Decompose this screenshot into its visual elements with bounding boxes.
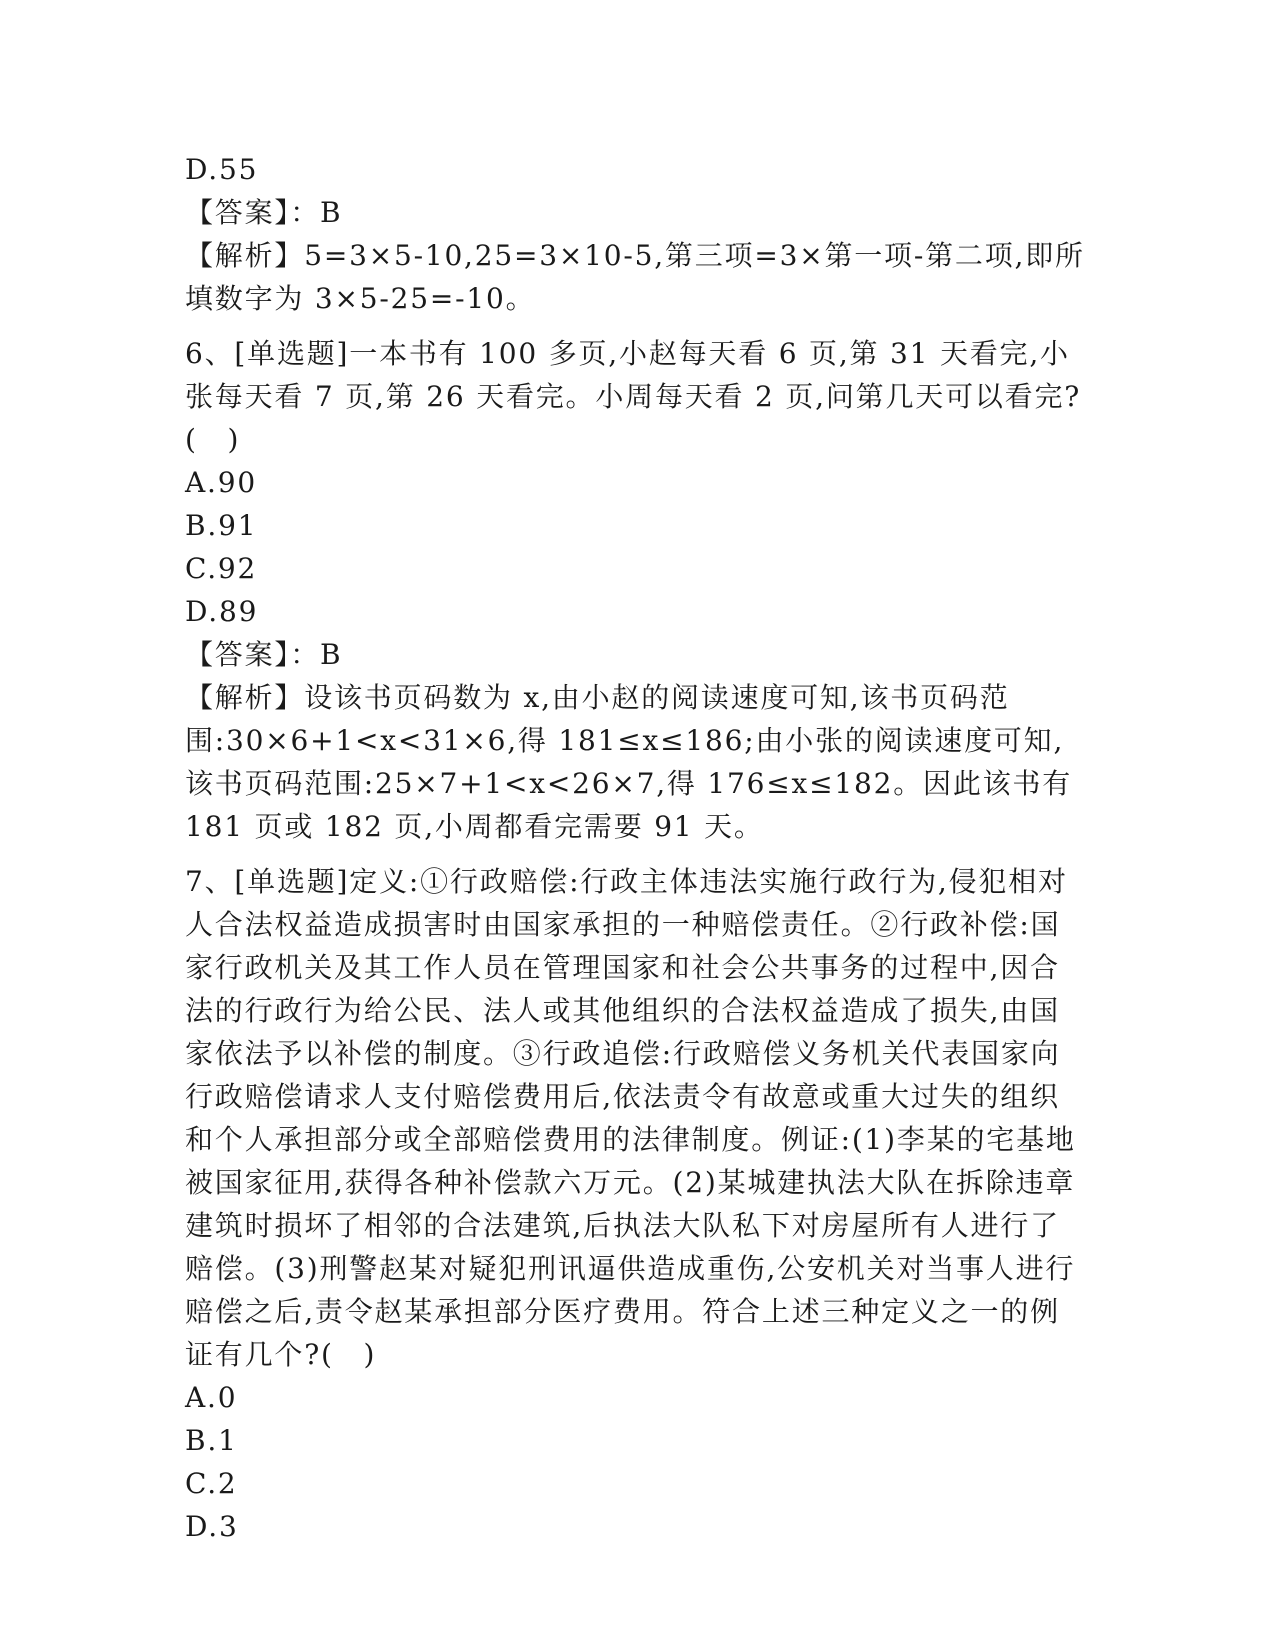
q5-answer: 【答案】：B <box>185 196 343 229</box>
q6-answer: 【答案】：B <box>185 638 343 671</box>
q6-stem: 6、[单选题]一本书有 100 多页,小赵每天看 6 页,第 31 天看完,小张每天看 7 页,第 26 天看完。小周每天看 2 页,问第几天可以看完?( ) <box>185 337 1082 456</box>
q6-option-c: C.92 <box>185 552 258 585</box>
q7-option-d: D.3 <box>185 1510 239 1543</box>
document-page <box>185 148 1085 1548</box>
spacer <box>185 320 1085 332</box>
q6-option-a: A.90 <box>185 466 257 499</box>
q7-option-b: B.1 <box>185 1424 238 1457</box>
q6-option-b: B.91 <box>185 509 258 542</box>
q7-option-a: A.0 <box>185 1381 238 1414</box>
q7-stem: 7、[单选题]定义:①行政赔偿:行政主体违法实施行政行为,侵犯相对人合法权益造成损害时由国家承担的一种赔偿责任。②行政补偿:国家行政机关及其工作人员在管理国家和社会公共事务的过程中,因合法的行政行为给公民、法人或其他组织的合法权益造成了损失,由国家依法予以补偿的制度。③行政追偿:行政赔偿义务机关代表国家向行政赔偿请求人支付赔偿费用后,依法责令有故意或重大过失的组织和个人承担部分或全部赔偿费用的法律制度。例证:(1)李某的宅基地被国家征用,获得各种补偿款六万元。(2)某城建执法大队在拆除违章建筑时损坏了相邻的合法建筑,后执法大队私下对房屋所有人进行了赔偿。(3)刑警赵某对疑犯刑讯逼供造成重伤,公安机关对当事人进行赔偿之后,责令赵某承担部分医疗费用。符合上述三种定义之一的例证有几个?( ) <box>185 865 1076 1371</box>
q5-option-d: D.55 <box>185 153 259 186</box>
q6-analysis: 【解析】设该书页码数为 x,由小赵的阅读速度可知,该书页码范围:30×6+1<x<31×6,得 181≤x≤186;由小张的阅读速度可知,该书页码范围:25×7+1<x<26×7,得 176≤x≤182。因此该书有 181 页或 182 页,小周都看完需要 91 天。 <box>185 681 1073 843</box>
spacer <box>185 848 1085 860</box>
q6-option-d: D.89 <box>185 595 259 628</box>
q5-analysis: 【解析】5=3×5-10,25=3×10-5,第三项=3×第一项-第二项,即所填数字为 3×5-25=-10。 <box>185 239 1085 315</box>
q7-option-c: C.2 <box>185 1467 238 1500</box>
